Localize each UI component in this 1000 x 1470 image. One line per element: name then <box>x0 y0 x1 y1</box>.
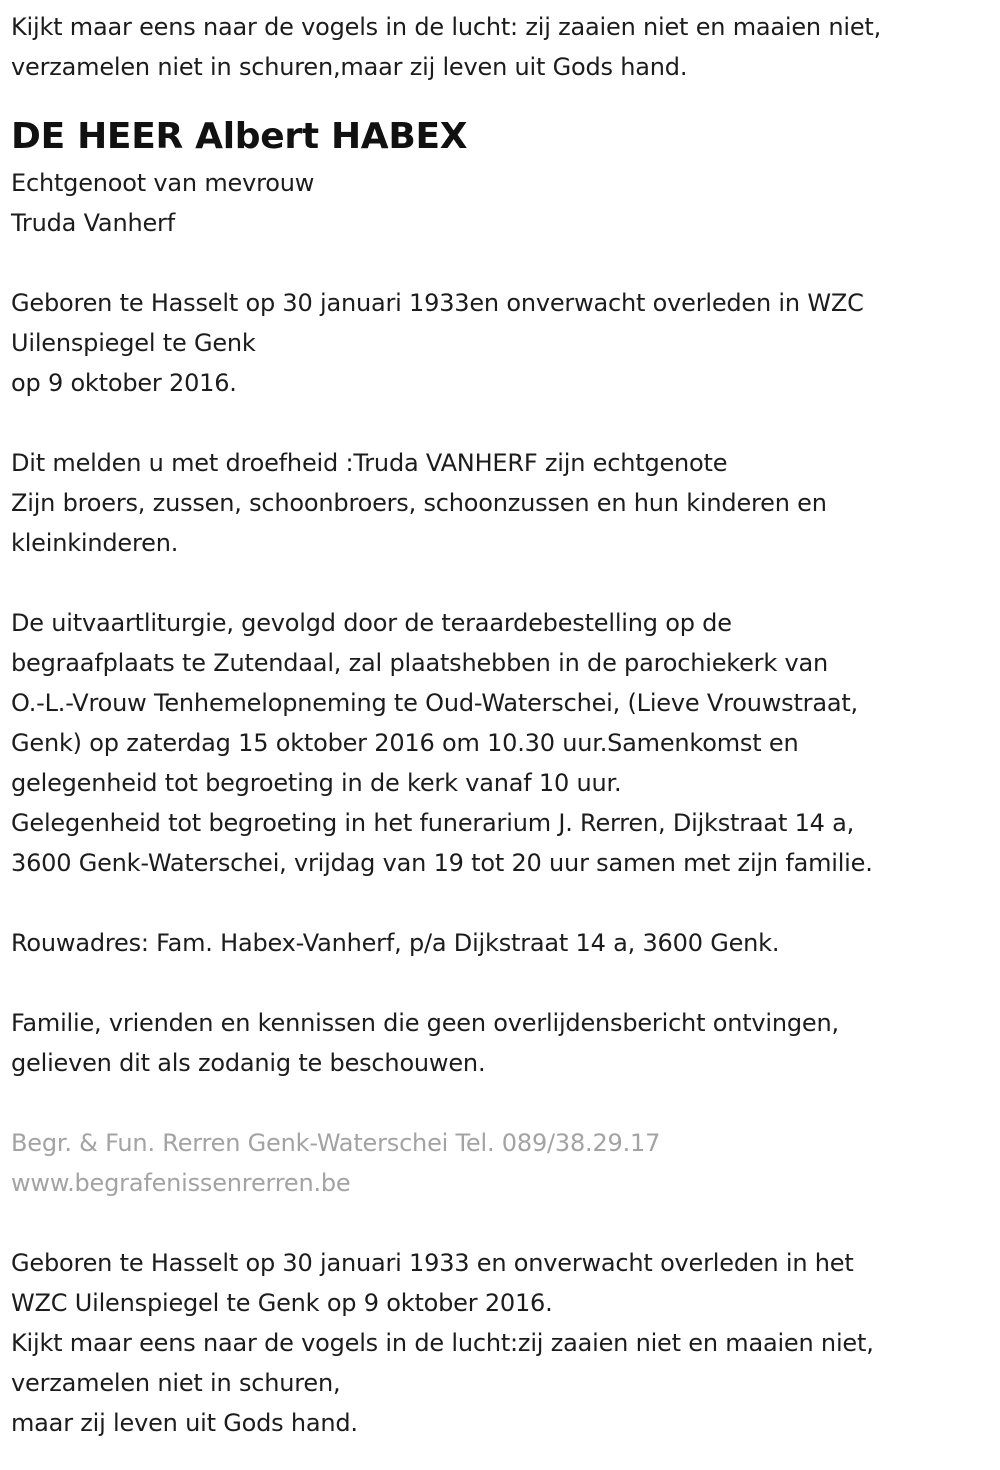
closing-line: Geboren te Hasselt op 30 januari 1933 en onverwacht overleden in het <box>11 1249 854 1277</box>
funeral-line: gelegenheid tot begroeting in de kerk vanaf 10 uur. <box>11 769 622 797</box>
announcement-line: Dit melden u met droefheid :Truda VANHERF zijn echtgenote <box>11 449 728 477</box>
spouse-line: Echtgenoot van mevrouw <box>11 169 315 197</box>
notice-paragraph <box>11 1003 991 1083</box>
birth-death-paragraph <box>11 283 991 403</box>
intro-verse-line: Kijkt maar eens naar de vogels in de lucht: zij zaaien niet en maaien niet, <box>11 13 882 41</box>
undertaker-contact: Begr. & Fun. Rerren Genk-Waterschei Tel. 089/38.29.17 <box>11 1129 661 1157</box>
deceased-name: DE HEER Albert HABEX <box>11 116 468 157</box>
funeral-line: begraafplaats te Zutendaal, zal plaatshebben in de parochiekerk van <box>11 649 828 677</box>
paragraph-gap <box>11 963 991 1003</box>
closing-line: maar zij leven uit Gods hand. <box>11 1409 358 1437</box>
paragraph-gap <box>11 1203 991 1243</box>
closing-line: Kijkt maar eens naar de vogels in de lucht:zij zaaien niet en maaien niet, <box>11 1329 874 1357</box>
spouse-block <box>11 163 991 243</box>
closing-paragraph <box>11 1243 991 1443</box>
notice-line: Familie, vrienden en kennissen die geen overlijdensbericht ontvingen, <box>11 1009 839 1037</box>
funeral-line: Genk) op zaterdag 15 oktober 2016 om 10.30 uur.Samenkomst en <box>11 729 799 757</box>
funeral-line: De uitvaartliturgie, gevolgd door de teraardebestelling op de <box>11 609 732 637</box>
birth-death-line: Uilenspiegel te Genk <box>11 329 256 357</box>
obituary-document <box>11 0 991 1443</box>
intro-verse <box>11 7 991 87</box>
funeral-line: O.-L.-Vrouw Tenhemelopneming te Oud-Waterschei, (Lieve Vrouwstraat, <box>11 689 858 717</box>
funeral-line: 3600 Genk-Waterschei, vrijdag van 19 tot 20 uur samen met zijn familie. <box>11 849 873 877</box>
announcement-paragraph <box>11 443 991 563</box>
announcement-line: Zijn broers, zussen, schoonbroers, schoonzussen en hun kinderen en <box>11 489 827 517</box>
undertaker-block <box>11 1123 991 1203</box>
closing-line: verzamelen niet in schuren, <box>11 1369 341 1397</box>
announcement-line: kleinkinderen. <box>11 529 179 557</box>
paragraph-gap <box>11 1083 991 1123</box>
funeral-paragraph <box>11 603 991 883</box>
paragraph-gap <box>11 883 991 923</box>
spouse-line: Truda Vanherf <box>11 209 175 237</box>
address-paragraph <box>11 923 991 963</box>
paragraph-gap <box>11 403 991 443</box>
intro-verse-line: verzamelen niet in schuren,maar zij leven uit Gods hand. <box>11 53 688 81</box>
address-line: Rouwadres: Fam. Habex-Vanherf, p/a Dijkstraat 14 a, 3600 Genk. <box>11 929 780 957</box>
notice-line: gelieven dit als zodanig te beschouwen. <box>11 1049 486 1077</box>
funeral-line: Gelegenheid tot begroeting in het funerarium J. Rerren, Dijkstraat 14 a, <box>11 809 855 837</box>
closing-line: WZC Uilenspiegel te Genk op 9 oktober 2016. <box>11 1289 553 1317</box>
undertaker-website: www.begrafenissenrerren.be <box>11 1169 351 1197</box>
paragraph-gap <box>11 563 991 603</box>
birth-death-line: Geboren te Hasselt op 30 januari 1933en onverwacht overleden in WZC <box>11 289 864 317</box>
paragraph-gap <box>11 243 991 283</box>
birth-death-line: op 9 oktober 2016. <box>11 369 237 397</box>
